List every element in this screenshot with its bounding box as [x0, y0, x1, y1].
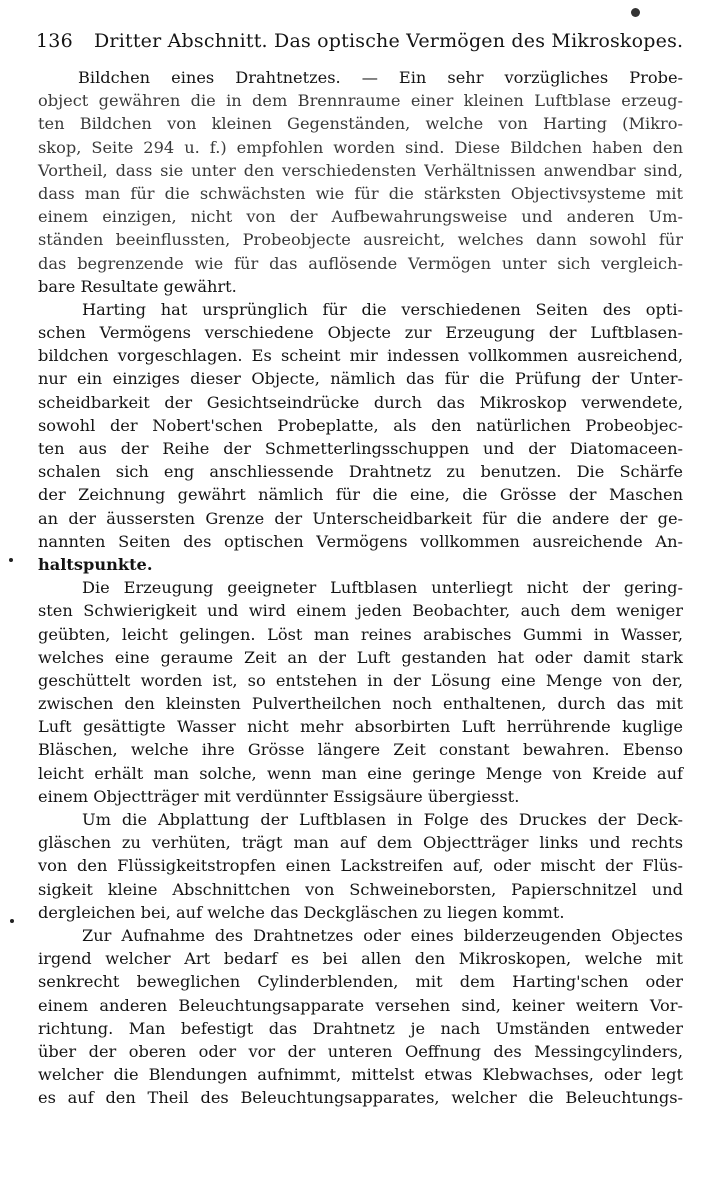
text-line: Harting hat ursprünglich für die verschiedenen Seiten des opti- — [82, 299, 683, 319]
text-line: geschüttelt worden ist, so entstehen in der Lösung eine Menge von der, — [38, 670, 683, 690]
paragraph-3 — [38, 576, 683, 808]
text-line: scheidbarkeit der Gesichtseindrücke durch das Mikroskop verwendete, — [38, 392, 683, 412]
text-line: einem Objectträger mit verdünnter Essigsäure übergiesst. — [38, 786, 520, 806]
text-line: über der oberen oder vor der unteren Oeffnung des Messingcylinders, — [38, 1041, 683, 1061]
text-line: Bläschen, welche ihre Grösse längere Zeit constant bewahren. Ebenso — [38, 740, 683, 760]
text-line: senkrecht beweglichen Cylinderblenden, mit dem Harting'schen oder — [38, 972, 683, 992]
text-line: geübten, leicht gelingen. Löst man reines arabisches Gummi in Wasser, — [38, 624, 683, 644]
text-line: sigkeit kleine Abschnittchen von Schweineborsten, Papierschnitzel und — [38, 879, 683, 899]
text-line: object gewähren die in dem Brennraume einer kleinen Luftblase erzeug- — [38, 91, 683, 111]
page-header — [36, 30, 684, 56]
text-line: leicht erhält man solche, wenn man eine geringe Menge von Kreide auf — [38, 763, 683, 783]
text-line: an der äussersten Grenze der Unterscheidbarkeit für die andere der ge- — [38, 508, 683, 528]
text-line: Die Erzeugung geeigneter Luftblasen unterliegt nicht der gering- — [82, 578, 683, 598]
text-line: sten Schwierigkeit und wird einem jeden Beobachter, auch dem weniger — [38, 601, 683, 621]
paragraph-4 — [38, 808, 683, 924]
page-number: 136 — [36, 30, 73, 52]
text-line: irgend welcher Art bedarf es bei allen den Mikroskopen, welche mit — [38, 949, 683, 969]
paragraph-1 — [38, 66, 683, 298]
text-line: dass man für die schwächsten wie für die stärksten Objectivsysteme mit — [38, 183, 683, 203]
text-line: welcher die Blendungen aufnimmt, mittelst etwas Klebwachses, oder legt — [38, 1065, 683, 1085]
text-line: von den Flüssigkeitstropfen einen Lackstreifen auf, oder mischt der Flüs- — [38, 856, 683, 876]
text-line: schalen sich eng anschliessende Drahtnetz zu benutzen. Die Schärfe — [38, 462, 683, 482]
text-line: einem einzigen, nicht von der Aufbewahrungsweise und anderen Um- — [38, 207, 683, 227]
text-line: nur ein einziges dieser Objecte, nämlich das für die Prüfung der Unter- — [38, 369, 683, 389]
text-line: bare Resultate gewährt. — [38, 276, 237, 296]
text-line: bildchen vorgeschlagen. Es scheint mir indessen vollkommen ausreichend, — [38, 346, 683, 366]
text-line: Luft gesättigte Wasser nicht mehr absorbirten Luft herrührende kuglige — [38, 717, 683, 737]
text-line: sowohl der Nobert'schen Probeplatte, als den natürlichen Probeobjec- — [38, 415, 683, 435]
text-line: Vortheil, dass sie unter den verschiedensten Verhältnissen anwendbar sind, — [38, 160, 683, 180]
margin-mark — [10, 919, 14, 923]
text-line: einem anderen Beleuchtungsapparate versehen sind, keiner weitern Vor- — [38, 995, 683, 1015]
text-line: skop, Seite 294 u. f.) empfohlen worden sind. Diese Bildchen haben den — [38, 137, 683, 157]
text-line: der Zeichnung gewährt nämlich für die eine, die Grösse der Maschen — [38, 485, 683, 505]
text-line: Zur Aufnahme des Drahtnetzes oder eines bilderzeugenden Objectes — [82, 925, 683, 945]
text-line: Bildchen eines Drahtnetzes. — Ein sehr vorzügliches Probe- — [78, 68, 683, 87]
text-line: ten aus der Reihe der Schmetterlingsschuppen und der Diatomaceen- — [38, 439, 683, 458]
ink-spot — [631, 8, 640, 17]
text-line: welches eine geraume Zeit an der Luft gestanden hat oder damit stark — [38, 647, 683, 667]
text-line: schen Vermögens verschiedene Objecte zur Erzeugung der Luftblasen- — [38, 323, 683, 343]
text-line: haltspunkte. — [38, 554, 153, 574]
text-line: es auf den Theil des Beleuchtungsapparates, welcher die Beleuchtungs- — [38, 1088, 683, 1108]
text-line: richtung. Man befestigt das Drahtnetz je nach Umständen entweder — [38, 1018, 683, 1038]
text-line: ten Bildchen von kleinen Gegenständen, welche von Harting (Mikro- — [38, 114, 683, 134]
text-line: Um die Abplattung der Luftblasen in Folge des Druckes der Deck- — [82, 810, 683, 829]
text-line: gläschen zu verhüten, trägt man auf dem Objectträger links und rechts — [38, 833, 683, 853]
margin-mark — [9, 558, 13, 562]
text-line: ständen beeinflussten, Probeobjecte ausreicht, welches dann sowohl für — [38, 230, 683, 250]
text-line: dergleichen bei, auf welche das Deckgläschen zu liegen kommt. — [38, 902, 565, 922]
text-line: das begrenzende wie für das auflösende Vermögen unter sich vergleich- — [38, 253, 683, 273]
running-title: Dritter Abschnitt. Das optische Vermögen des Mikroskopes. — [94, 30, 684, 52]
body-text — [38, 66, 683, 1109]
text-line: nannten Seiten des optischen Vermögens vollkommen ausreichende An- — [38, 531, 683, 551]
paragraph-5 — [38, 924, 683, 1110]
text-line: zwischen den kleinsten Pulvertheilchen noch enthaltenen, durch das mit — [38, 694, 683, 714]
paragraph-2 — [38, 298, 683, 576]
